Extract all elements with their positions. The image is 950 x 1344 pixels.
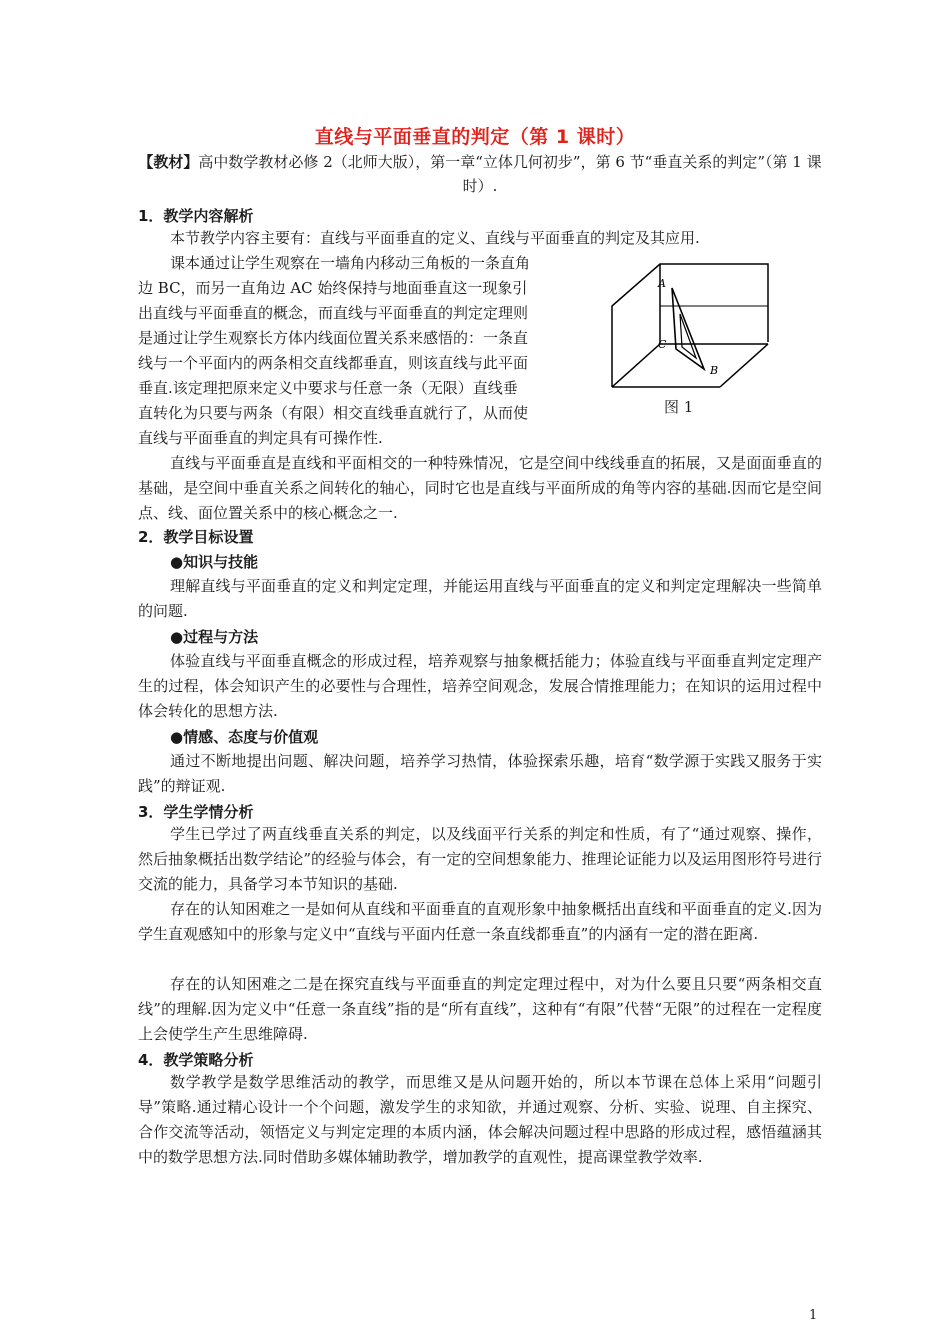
- paragraph-line: 线与一个平面内的两条相交直线都垂直，则该直线与此平面: [138, 354, 529, 372]
- figure-1-caption: 图 1: [664, 398, 694, 416]
- material-text: 高中数学教材必修 2（北师大版），第一章“立体几何初步”，第 6 节“垂直关系的判定”（第 1 课时）.: [198, 153, 822, 195]
- process-method-text: 体验直线与平面垂直概念的形成过程，培养观察与抽象概括能力；体验直线与平面垂直判定定理产生的过程，体会知识产生的必要性与合理性，培养空间观念，发展合情推理能力；在知识的运用过程中体会转化的思想方法.: [138, 652, 822, 720]
- section-3-paragraph-1: 学生已学过了两直线垂直关系的判定，以及线面平行关系的判定和性质，有了“通过观察、操作，然后抽象概括出数学结论”的经验与体会，有一定的空间想象能力、推理论证能力以及运用图形符号进行交流的能力，具备学习本节知识的基础.: [138, 825, 822, 893]
- section-3-heading: 3．学生学情分析: [138, 803, 254, 821]
- paragraph-line: 垂直.该定理把原来定义中要求与任意一条（无限）直线垂: [138, 379, 518, 397]
- section-4-paragraph-1: 数学教学是数学思维活动的教学，而思维又是从问题开始的，所以本节课在总体上采用“问题引导”策略.通过精心设计一个个问题，激发学生的求知欲，并通过观察、分析、实验、说理、自主探究、合作交流等活动，领悟定义与判定定理的本质内涵，体会解决问题过程中思路的形成过程，感悟蕴涵其中的数学思想方法.同时借助多媒体辅助教学，增加教学的直观性，提高课堂教学效率.: [138, 1073, 822, 1166]
- emotion-attitude-text: 通过不断地提出问题、解决问题，培养学习热情，体验探索乐趣，培育“数学源于实践又服务于实践”的辩证观.: [138, 752, 822, 795]
- page-title: 直线与平面垂直的判定（第 1 课时）: [314, 126, 636, 148]
- figure-1-corner-triangle: [604, 262, 774, 417]
- knowledge-skill-text: 理解直线与平面垂直的定义和判定定理，并能运用直线与平面垂直的定义和判定定理解决一些简单的问题.: [138, 577, 822, 620]
- material-line: [138, 150, 822, 198]
- knowledge-skill-title: ●知识与技能: [170, 553, 259, 571]
- section-2-heading: 2．教学目标设置: [138, 528, 254, 546]
- material-label: 【教材】: [138, 153, 199, 171]
- emotion-attitude-title: ●情感、态度与价值观: [170, 728, 319, 746]
- paragraph-line: 是通过让学生观察长方体内线面位置关系来感悟的：一条直: [138, 329, 529, 347]
- paragraph-line: 课本通过让学生观察在一墙角内移动三角板的一条直角: [170, 254, 531, 272]
- paragraph-line: 出直线与平面垂直的概念，而直线与平面垂直的判定定理则: [138, 304, 529, 322]
- figure-label-c: C: [658, 338, 667, 351]
- paragraph-line: 边 BC，而另一直角边 AC 始终保持与地面垂直这一现象引: [138, 279, 528, 297]
- section-3-paragraph-3: 存在的认知困难之二是在探究直线与平面垂直的判定定理过程中，对为什么要且只要“两条相交直线”的理解.因为定义中“任意一条直线”指的是“所有直线”，这种有“有限”代替“无限”的过程在一定程度上会使学生产生思维障碍.: [138, 975, 822, 1043]
- process-method-title: ●过程与方法: [170, 628, 259, 646]
- section-3-paragraph-2: 存在的认知困难之一是如何从直线和平面垂直的直观形象中抽象概括出直线和平面垂直的定义.因为学生直观感知中的形象与定义中“直线与平面内任意一条直线都垂直”的内涵有一定的潜在距离.: [138, 900, 822, 943]
- page-number: 1: [809, 1308, 818, 1323]
- figure-label-b: B: [710, 364, 719, 377]
- figure-label-a: A: [658, 277, 666, 290]
- section-4-heading: 4．教学策略分析: [138, 1051, 254, 1069]
- paragraph-line: 直线与平面垂直的判定具有可操作性.: [138, 429, 383, 447]
- section-1-paragraph-3: 直线与平面垂直是直线和平面相交的一种特殊情况，它是空间中线线垂直的拓展，又是面面垂直的基础，是空间中垂直关系之间转化的轴心，同时它也是直线与平面所成的角等内容的基础.因而它是空间点、线、面位置关系中的核心概念之一.: [138, 454, 822, 522]
- section-1-paragraph-1: 本节教学内容主要有：直线与平面垂直的定义、直线与平面垂直的判定及其应用.: [170, 229, 700, 247]
- section-1-heading: 1．教学内容解析: [138, 207, 254, 225]
- paragraph-line: 直转化为只要与两条（有限）相交直线垂直就行了，从而使: [138, 404, 529, 422]
